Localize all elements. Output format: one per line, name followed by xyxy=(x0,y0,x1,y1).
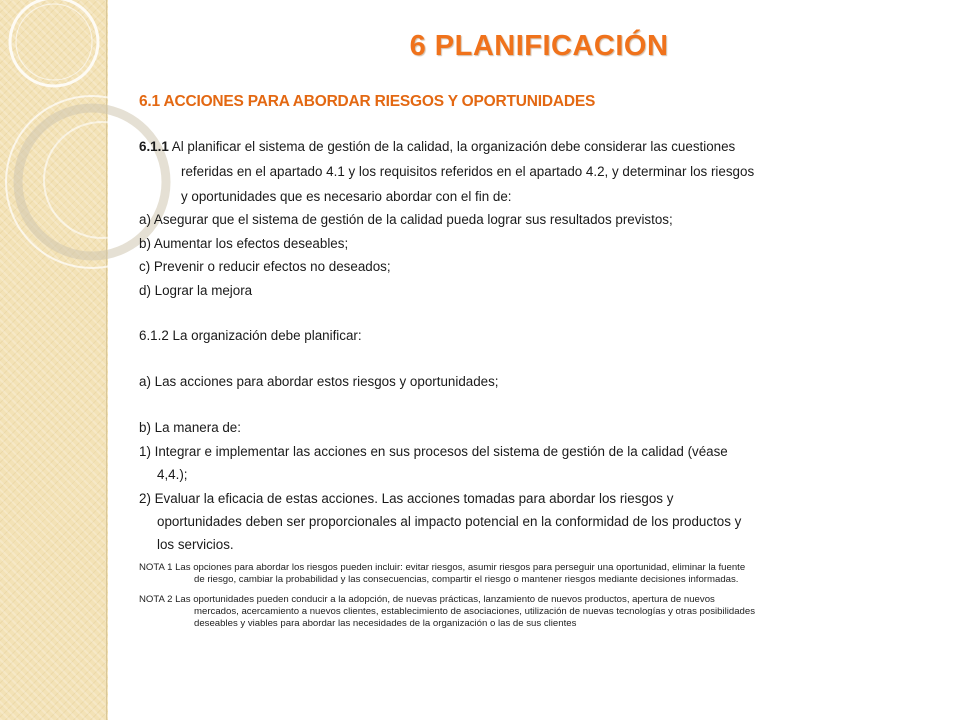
nota-1-line2: de riesgo, cambiar la probabilidad y las consecuencias, compartir el riesgo o mantener riesgos mediante decisiones informadas. xyxy=(194,574,739,585)
section-612-sub1-line2: 4,4.); xyxy=(157,467,188,482)
list-item: b) Aumentar los efectos deseables; xyxy=(139,236,349,251)
section-612-item-a: a) Las acciones para abordar estos riesgos y oportunidades; xyxy=(139,374,499,389)
section-subtitle: 6.1 ACCIONES PARA ABORDAR RIESGOS Y OPORTUNIDADES xyxy=(139,93,596,110)
section-611-number: 6.1.1 xyxy=(139,139,169,154)
nota-2-line3: deseables y viables para abordar las necesidades de la organización o las de sus clientes xyxy=(194,618,577,629)
deco-ring-top xyxy=(10,0,98,86)
section-611-line2: referidas en el apartado 4.1 y los requisitos referidos en el apartado 4.2, y determinar los riesgos xyxy=(181,164,755,179)
section-612-heading: 6.1.2 La organización debe planificar: xyxy=(139,328,362,343)
deco-ring-large xyxy=(18,108,166,256)
section-612-item-b: b) La manera de: xyxy=(139,420,241,435)
nota-2-line2: mercados, acercamiento a nuevos clientes, establecimiento de asociaciones, utilización de nuevas tecnologías y otras posibilidades xyxy=(194,606,756,617)
section-611-line1-text: Al planificar el sistema de gestión de la calidad, la organización debe considerar las cuestiones xyxy=(168,139,736,154)
list-item: c) Prevenir o reducir efectos no deseados; xyxy=(139,259,391,274)
nota-2-line1: NOTA 2 Las oportunidades pueden conducir a la adopción, de nuevas prácticas, lanzamiento de nuevos productos, apertura de nuevos xyxy=(139,594,715,605)
list-item: a) Asegurar que el sistema de gestión de la calidad pueda lograr sus resultados previstos; xyxy=(139,212,673,227)
nota-1-line1: NOTA 1 Las opciones para abordar los riesgos pueden incluir: evitar riesgos, asumir riesgos para perseguir una oportunidad, eliminar la fuente xyxy=(139,562,746,573)
section-611-line3: y oportunidades que es necesario abordar con el fin de: xyxy=(181,189,512,204)
page-title: 6 PLANIFICACIÓN xyxy=(409,30,669,62)
section-612-sub2-line3: los servicios. xyxy=(157,537,234,552)
list-item: d) Lograr la mejora xyxy=(139,283,253,298)
section-612-sub1-line1: 1) Integrar e implementar las acciones en sus procesos del sistema de gestión de la calidad (véase xyxy=(139,444,728,459)
section-611-line1 xyxy=(139,139,735,154)
section-612-sub2-line1: 2) Evaluar la eficacia de estas acciones. Las acciones tomadas para abordar los riesgos y xyxy=(139,491,674,506)
section-612-sub2-line2: oportunidades deben ser proporcionales al impacto potencial en la conformidad de los productos y xyxy=(157,514,742,529)
deco-ring-top-inner xyxy=(16,4,92,80)
